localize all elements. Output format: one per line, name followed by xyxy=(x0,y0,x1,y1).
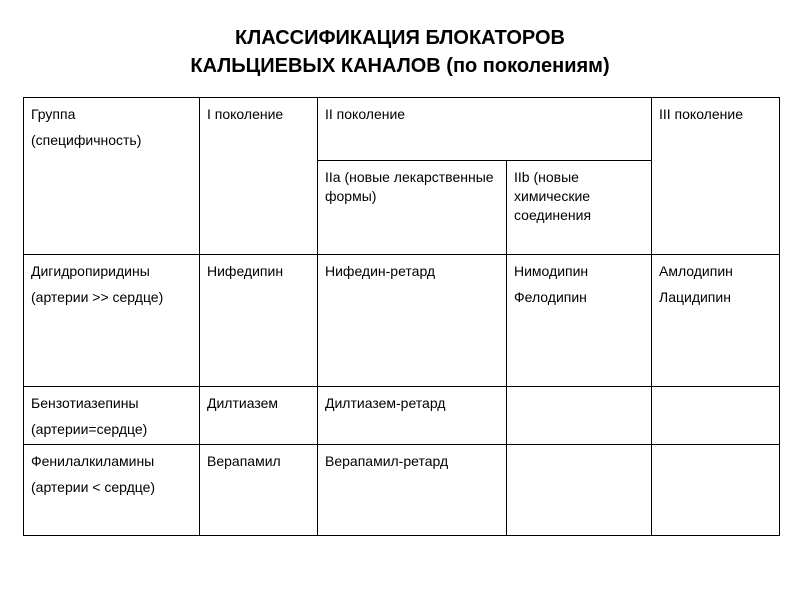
gen3-cell xyxy=(652,387,780,445)
gen2b-drug: Нимодипин xyxy=(514,263,589,279)
group-name: Дигидропиридины xyxy=(31,263,150,279)
table-row xyxy=(24,445,780,536)
group-name: Бензотиазепины xyxy=(31,395,139,411)
group-specificity: (артерии < сердце) xyxy=(31,479,156,495)
gen3-drug: Амлодипин xyxy=(659,263,733,279)
gen1-cell xyxy=(200,255,318,387)
table-row xyxy=(24,255,780,387)
gen1-drug: Нифедипин xyxy=(207,263,284,279)
header-row-1 xyxy=(24,98,780,161)
gen3-cell xyxy=(652,445,780,536)
gen1-cell xyxy=(200,387,318,445)
title-line-1: КЛАССИФИКАЦИЯ БЛОКАТОРОВ xyxy=(235,27,565,49)
title-line-2: КАЛЬЦИЕВЫХ КАНАЛОВ (по поколениям) xyxy=(190,55,610,77)
group-cell xyxy=(24,255,200,387)
gen2a-drug: Нифедин-ретард xyxy=(325,263,436,279)
group-cell xyxy=(24,387,200,445)
header-gen2b-cell xyxy=(507,161,652,255)
gen2a-drug: Верапамил-ретард xyxy=(325,453,449,469)
group-specificity: (артерии >> сердце) xyxy=(31,289,164,305)
gen2b-cell xyxy=(507,387,652,445)
gen2a-cell xyxy=(318,445,507,536)
gen2a-cell xyxy=(318,255,507,387)
header-gen2b-label: IIb (новые химические соединения xyxy=(514,169,592,223)
gen2a-drug: Дилтиазем-ретард xyxy=(325,395,446,411)
page-title xyxy=(0,24,800,80)
header-gen1-label: I поколение xyxy=(207,106,284,122)
table-row xyxy=(24,387,780,445)
header-gen3-label: III поколение xyxy=(659,106,743,122)
header-gen2-cell xyxy=(318,98,652,161)
header-group-cell xyxy=(24,98,200,255)
gen2b-cell xyxy=(507,255,652,387)
gen1-drug: Дилтиазем xyxy=(207,395,279,411)
classification-table xyxy=(23,97,780,536)
gen1-cell xyxy=(200,445,318,536)
header-gen1-cell xyxy=(200,98,318,255)
group-cell xyxy=(24,445,200,536)
gen2b-drug: Фелодипин xyxy=(514,289,587,305)
gen3-drug: Лацидипин xyxy=(659,289,731,305)
header-group-specificity: (специфичность) xyxy=(31,132,142,148)
group-name: Фенилалкиламины xyxy=(31,453,155,469)
gen1-drug: Верапамил xyxy=(207,453,281,469)
header-gen2a-label: IIа (новые лекарственные формы) xyxy=(325,169,494,204)
gen3-cell xyxy=(652,255,780,387)
gen2a-cell xyxy=(318,387,507,445)
gen2b-cell xyxy=(507,445,652,536)
header-group-label: Группа xyxy=(31,106,76,122)
header-gen2a-cell xyxy=(318,161,507,255)
group-specificity: (артерии=сердце) xyxy=(31,421,148,437)
header-gen2-label: II поколение xyxy=(325,106,406,122)
header-gen3-cell xyxy=(652,98,780,255)
